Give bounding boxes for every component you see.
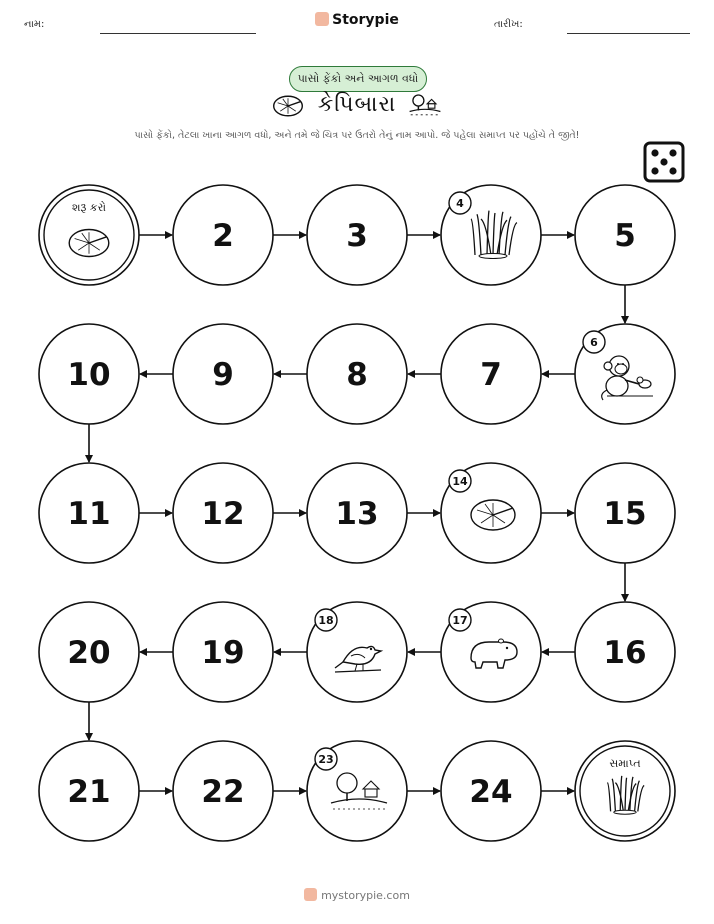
board-space-18 [307,602,407,702]
space-number: 2 [212,218,234,254]
space-number: 19 [201,635,245,671]
space-number-badge: 17 [452,614,468,627]
start-label: શરૂ કરો [71,201,107,214]
board-space-23 [307,741,407,841]
finish-label: સમાપ્ત [609,757,641,770]
board-space-21 [39,741,139,841]
brand-name: Storypie [332,12,399,28]
name-label: નામ: [24,19,45,30]
finish-space [575,741,675,841]
footer [0,888,714,902]
space-number: 12 [201,496,245,532]
board-space-12 [173,463,273,563]
space-number-badge: 23 [318,753,334,766]
board-space-17 [441,602,541,702]
space-number: 22 [201,774,245,810]
space-number: 5 [614,218,636,254]
space-number-badge: 6 [590,336,598,349]
board-space-16 [575,602,675,702]
instructions: પાસો ફેંકો, તેટલા ખાના આગળ વધો, અને તમે જે ચિત્ર પર ઉતરો તેનું નામ આપો. જે પહેલા સમાપ્ત પર પહોંચે તે જીતે! [134,130,580,141]
start-space [39,185,139,285]
lily-pad-icon [471,500,515,530]
space-number: 20 [67,635,111,671]
space-number: 9 [212,357,234,393]
board-space-8 [307,324,407,424]
board-space-5 [575,185,675,285]
board-space-20 [39,602,139,702]
storypie-footer-icon [304,888,317,901]
space-number: 13 [335,496,379,532]
dice-icon [645,143,683,181]
space-number: 8 [346,357,368,393]
game-tag: પાસો ફેંકો અને આગળ વધો [289,66,427,92]
space-number: 3 [346,218,368,254]
space-number-badge: 14 [452,475,468,488]
footer-site: mystorypie.com [321,889,410,902]
space-number-badge: 18 [318,614,334,627]
board-space-14 [441,463,541,563]
board-space-3 [307,185,407,285]
date-label: તારીખ: [494,19,523,30]
board-space-4 [441,185,541,285]
title-lily-pad-icon [274,96,303,116]
space-number: 16 [603,635,647,671]
space-number: 7 [480,357,502,393]
board-space-10 [39,324,139,424]
space-number: 11 [67,496,111,532]
space-number: 24 [469,774,513,810]
board-space-22 [173,741,273,841]
board-space-6 [575,324,675,424]
board-space-13 [307,463,407,563]
board-space-11 [39,463,139,563]
board-space-24 [441,741,541,841]
space-number: 21 [67,774,111,810]
page-title: કેપિબારા [317,92,397,117]
board-space-9 [173,324,273,424]
space-number: 15 [603,496,647,532]
board-space-2 [173,185,273,285]
title-landscape-icon [410,95,441,115]
lily-pad-icon [69,230,109,257]
board-space-19 [173,602,273,702]
space-number: 10 [67,357,111,393]
board-space-15 [575,463,675,563]
board-space-7 [441,324,541,424]
space-number-badge: 4 [456,197,464,210]
